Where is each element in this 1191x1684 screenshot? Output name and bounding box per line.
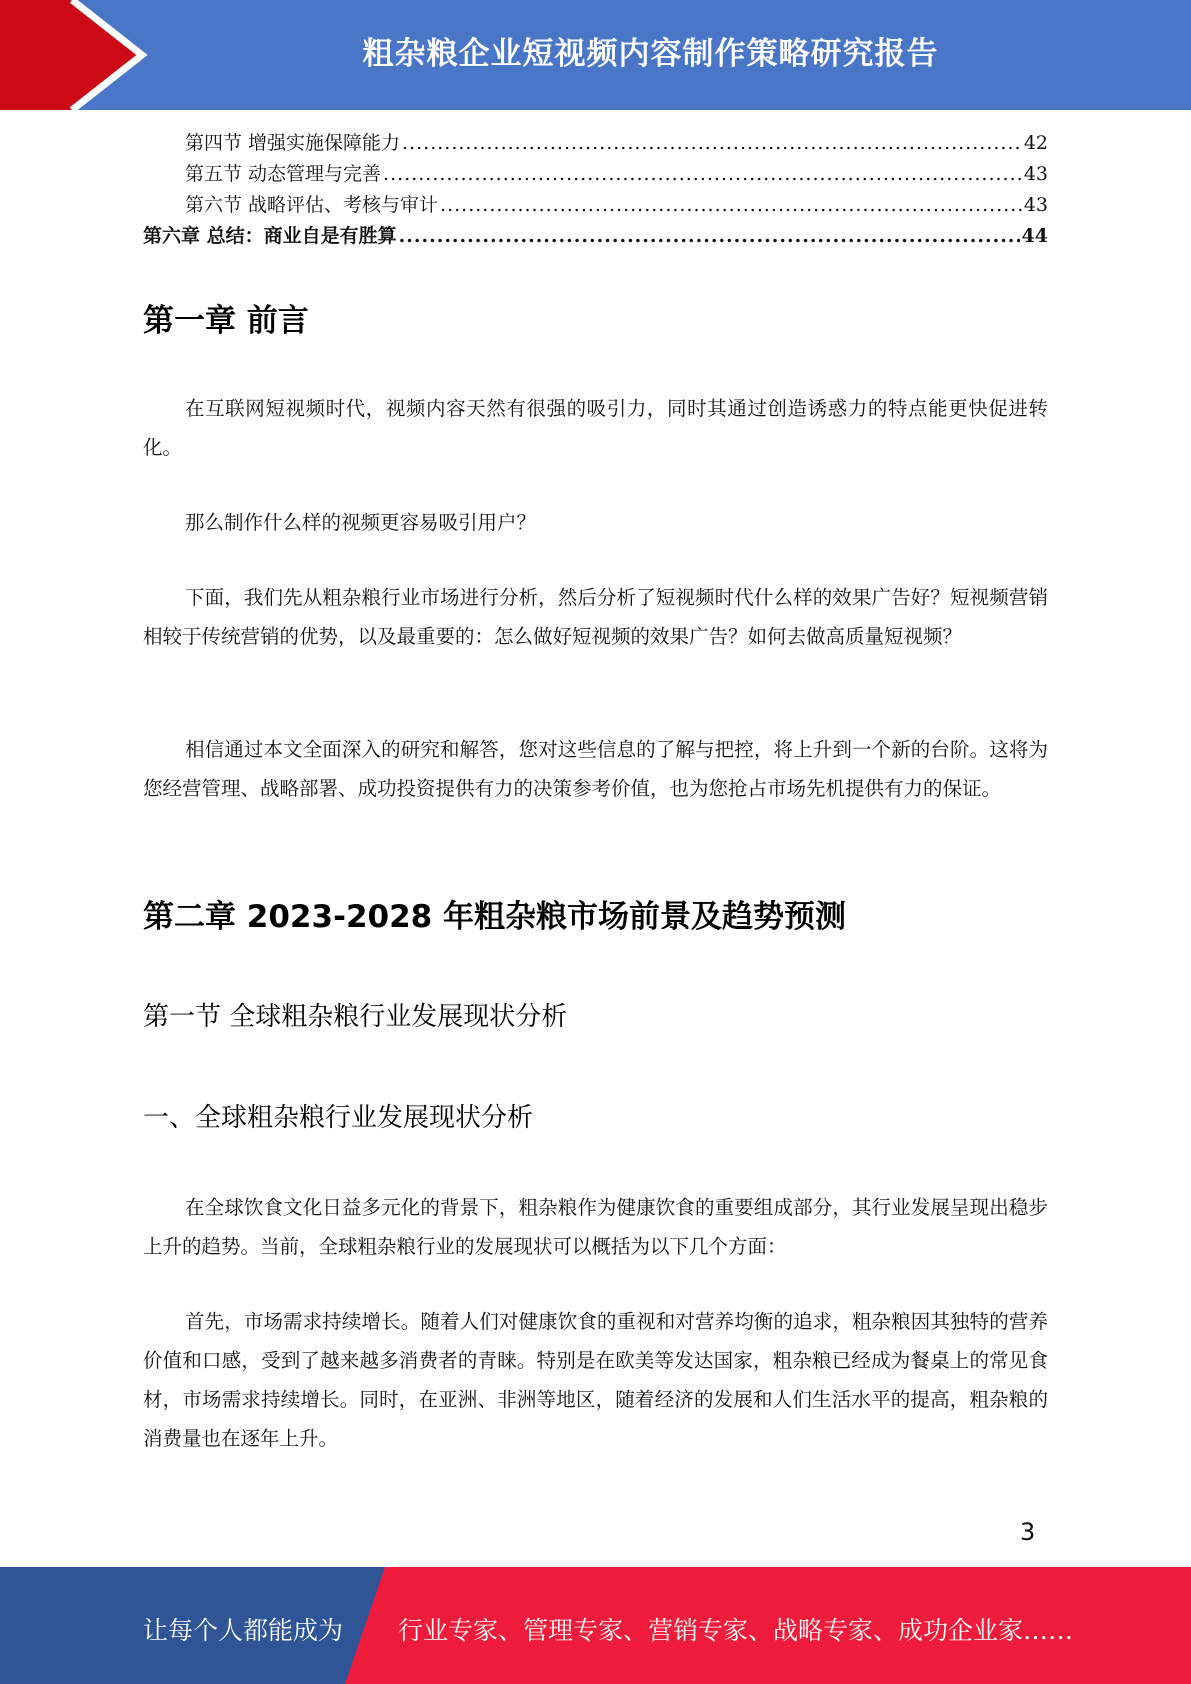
body-paragraph: 在互联网短视频时代，视频内容天然有很强的吸引力，同时其通过创造诱惑力的特点能更快促进转化。 [143, 397, 1048, 459]
page-header [0, 0, 1191, 110]
chapter-heading: 第二章 2023-2028 年粗杂粮市场前景及趋势预测 [143, 899, 847, 935]
body-paragraph: 那么制作什么样的视频更容易吸引用户？ [185, 511, 537, 534]
footer-slogan-right: 行业专家、管理专家、营销专家、战略专家、成功企业家…… [398, 1616, 1074, 1645]
body-paragraph: 首先，市场需求持续增长。随着人们对健康饮食的重视和对营养均衡的追求，粗杂粮因其独特的营养价值和口感，受到了越来越多消费者的青睐。特别是在欧美等发达国家，粗杂粮已经成为餐桌上的常见食材，市场需求持续增长。同时，在亚洲、非洲等地区，随着经济的发展和人们生活水平的提高，粗杂粮的消费量也在逐年上升。 [143, 1310, 1048, 1450]
body-paragraph: 在全球饮食文化日益多元化的背景下，粗杂粮作为健康饮食的重要组成部分，其行业发展呈现出稳步上升的趋势。当前，全球粗杂粮行业的发展现状可以概括为以下几个方面： [143, 1196, 1048, 1258]
toc-entry[interactable] [143, 221, 1048, 252]
body-paragraph: 下面，我们先从粗杂粮行业市场进行分析，然后分析了短视频时代什么样的效果广告好？短视频营销相较于传统营销的优势，以及最重要的：怎么做好短视频的效果广告？如何去做高质量短视频？ [143, 586, 1048, 648]
body-paragraph: 相信通过本文全面深入的研究和解答，您对这些信息的了解与把控，将上升到一个新的台阶。这将为您经营管理、战略部署、成功投资提供有力的决策参考价值，也为您抢占市场先机提供有力的保证。 [143, 738, 1048, 800]
table-of-contents [143, 128, 1048, 252]
header-arrow-decoration [0, 0, 160, 110]
toc-leader-dots [440, 194, 1022, 216]
toc-entry-page: 43 [1023, 194, 1048, 216]
chapter-heading: 第一章 前言 [143, 303, 309, 339]
toc-leader-dots [383, 163, 1022, 185]
toc-entry-title: 第六节 战略评估、考核与审计 [185, 194, 439, 216]
toc-entry-page: 43 [1023, 163, 1048, 185]
section-heading: 第一节 全球粗杂粮行业发展现状分析 [143, 1002, 568, 1032]
toc-entry-title: 第五节 动态管理与完善 [185, 163, 382, 185]
toc-entry-title: 第六章 总结：商业自是有胜算 [143, 225, 397, 247]
toc-leader-dots [399, 225, 1020, 247]
toc-entry-page: 44 [1021, 225, 1048, 247]
toc-entry[interactable] [143, 190, 1048, 221]
toc-entry-page: 42 [1023, 132, 1048, 154]
subsection-heading: 一、全球粗杂粮行业发展现状分析 [143, 1103, 534, 1133]
toc-entry[interactable] [143, 159, 1048, 190]
footer-slogan-left: 让每个人都能成为 [143, 1616, 344, 1645]
page-footer [0, 1567, 1191, 1684]
report-title: 粗杂粮企业短视频内容制作策略研究报告 [362, 36, 939, 72]
toc-leader-dots [402, 132, 1022, 154]
toc-entry-title: 第四节 增强实施保障能力 [185, 132, 401, 154]
page-number: 3 [1020, 1518, 1036, 1546]
toc-entry[interactable] [143, 128, 1048, 159]
